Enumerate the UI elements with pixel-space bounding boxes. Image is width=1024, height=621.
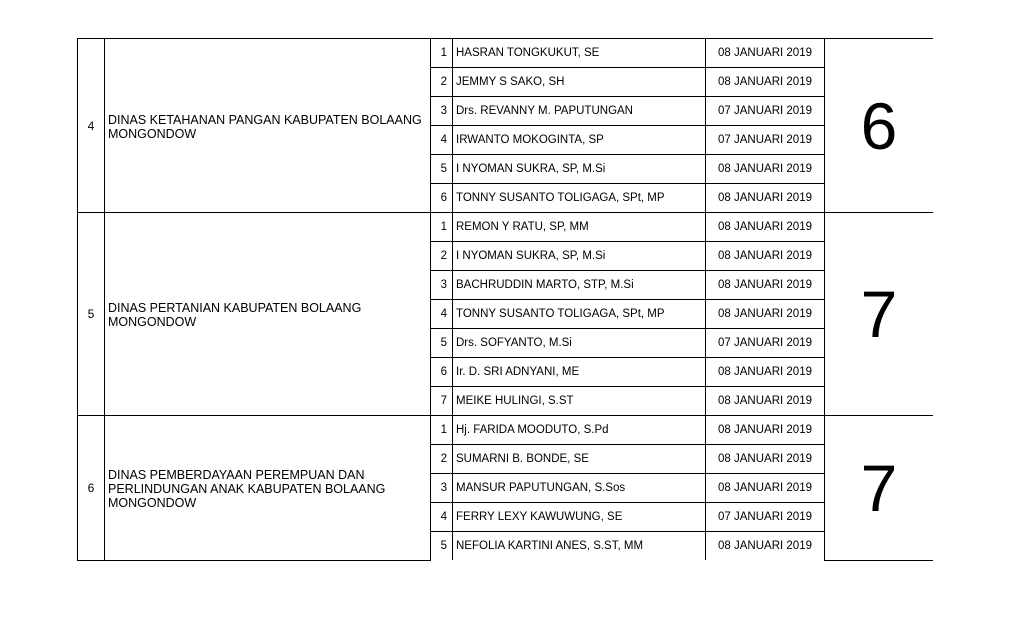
member-date: 08 JANUARI 2019 xyxy=(706,416,825,445)
member-name: Drs. SOFYANTO, M.Si xyxy=(453,329,706,358)
member-index: 3 xyxy=(431,97,453,126)
group-number: 5 xyxy=(78,213,105,416)
member-index: 5 xyxy=(431,329,453,358)
agency-name: DINAS KETAHANAN PANGAN KABUPATEN BOLAANG MONGONDOW xyxy=(105,39,431,213)
member-index: 4 xyxy=(431,503,453,532)
member-name: MANSUR PAPUTUNGAN, S.Sos xyxy=(453,474,706,503)
group-number: 4 xyxy=(78,39,105,213)
member-date: 07 JANUARI 2019 xyxy=(706,126,825,155)
group-total: 7 xyxy=(825,416,934,561)
group-total: 6 xyxy=(825,39,934,213)
member-index: 4 xyxy=(431,300,453,329)
member-date: 08 JANUARI 2019 xyxy=(706,445,825,474)
member-name: Drs. REVANNY M. PAPUTUNGAN xyxy=(453,97,706,126)
document-sheet xyxy=(77,38,933,562)
member-name: NEFOLIA KARTINI ANES, S.ST, MM xyxy=(453,532,706,561)
member-name: MEIKE HULINGI, S.ST xyxy=(453,387,706,416)
member-date: 08 JANUARI 2019 xyxy=(706,387,825,416)
table-row xyxy=(78,213,934,242)
member-index: 1 xyxy=(431,39,453,68)
member-date: 08 JANUARI 2019 xyxy=(706,532,825,561)
member-name: FERRY LEXY KAWUWUNG, SE xyxy=(453,503,706,532)
member-date: 08 JANUARI 2019 xyxy=(706,213,825,242)
member-index: 6 xyxy=(431,358,453,387)
member-date: 08 JANUARI 2019 xyxy=(706,271,825,300)
table-body xyxy=(78,39,934,561)
member-index: 2 xyxy=(431,68,453,97)
member-name: Ir. D. SRI ADNYANI, ME xyxy=(453,358,706,387)
agency-name: DINAS PEMBERDAYAAN PEREMPUAN DAN PERLINDUNGAN ANAK KABUPATEN BOLAANG MONGONDOW xyxy=(105,416,431,561)
member-index: 5 xyxy=(431,532,453,561)
member-name: BACHRUDDIN MARTO, STP, M.Si xyxy=(453,271,706,300)
member-index: 2 xyxy=(431,445,453,474)
member-date: 08 JANUARI 2019 xyxy=(706,300,825,329)
member-name: Hj. FARIDA MOODUTO, S.Pd xyxy=(453,416,706,445)
member-name: TONNY SUSANTO TOLIGAGA, SPt, MP xyxy=(453,184,706,213)
member-index: 1 xyxy=(431,416,453,445)
member-date: 08 JANUARI 2019 xyxy=(706,184,825,213)
table-row xyxy=(78,39,934,68)
member-name: SUMARNI B. BONDE, SE xyxy=(453,445,706,474)
member-date: 08 JANUARI 2019 xyxy=(706,39,825,68)
member-name: IRWANTO MOKOGINTA, SP xyxy=(453,126,706,155)
group-number: 6 xyxy=(78,416,105,561)
member-index: 5 xyxy=(431,155,453,184)
table-row xyxy=(78,416,934,445)
member-name: TONNY SUSANTO TOLIGAGA, SPt, MP xyxy=(453,300,706,329)
member-date: 08 JANUARI 2019 xyxy=(706,68,825,97)
member-date: 08 JANUARI 2019 xyxy=(706,242,825,271)
staff-table xyxy=(77,38,933,561)
member-index: 3 xyxy=(431,474,453,503)
member-index: 7 xyxy=(431,387,453,416)
member-date: 07 JANUARI 2019 xyxy=(706,329,825,358)
member-date: 07 JANUARI 2019 xyxy=(706,97,825,126)
member-name: I NYOMAN SUKRA, SP, M.Si xyxy=(453,155,706,184)
member-name: HASRAN TONGKUKUT, SE xyxy=(453,39,706,68)
member-date: 07 JANUARI 2019 xyxy=(706,503,825,532)
member-index: 6 xyxy=(431,184,453,213)
agency-name: DINAS PERTANIAN KABUPATEN BOLAANG MONGONDOW xyxy=(105,213,431,416)
member-index: 3 xyxy=(431,271,453,300)
member-index: 1 xyxy=(431,213,453,242)
member-index: 4 xyxy=(431,126,453,155)
member-name: REMON Y RATU, SP, MM xyxy=(453,213,706,242)
group-total: 7 xyxy=(825,213,934,416)
member-name: JEMMY S SAKO, SH xyxy=(453,68,706,97)
member-date: 08 JANUARI 2019 xyxy=(706,155,825,184)
member-date: 08 JANUARI 2019 xyxy=(706,474,825,503)
member-name: I NYOMAN SUKRA, SP, M.Si xyxy=(453,242,706,271)
member-index: 2 xyxy=(431,242,453,271)
member-date: 08 JANUARI 2019 xyxy=(706,358,825,387)
